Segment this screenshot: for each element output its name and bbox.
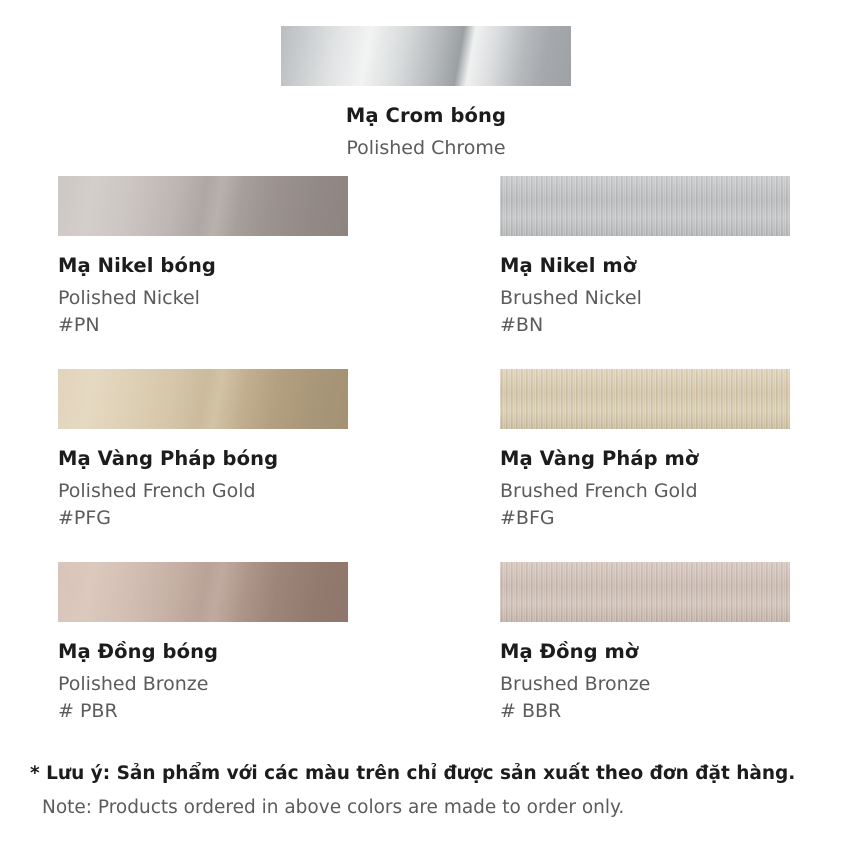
finish-grid	[0, 176, 850, 755]
finish-name-en: Brushed Nickel	[500, 287, 642, 310]
swatch-polished-bronze	[58, 562, 348, 622]
finish-name-en: Brushed Bronze	[500, 673, 651, 696]
finish-item-brushed-bronze	[500, 562, 830, 725]
finish-code: #BFG	[500, 507, 555, 530]
swatch-polished-nickel	[58, 176, 348, 236]
finish-name-vi: Mạ Vàng Pháp mờ	[500, 447, 699, 470]
swatch-polished-chrome	[281, 26, 571, 86]
finish-name-vi: Mạ Crom bóng	[345, 104, 507, 127]
footer-note	[30, 762, 830, 821]
finish-name-en: Brushed French Gold	[500, 480, 698, 503]
swatch-brushed-french-gold	[500, 369, 790, 429]
finish-code: #BN	[500, 314, 544, 337]
finish-row	[0, 369, 850, 562]
finish-name-vi: Mạ Đồng bóng	[58, 640, 219, 663]
finish-row	[0, 176, 850, 369]
finish-name-vi: Mạ Nikel mờ	[500, 254, 637, 277]
finish-name-en: Polished Bronze	[58, 673, 209, 696]
finish-name-vi: Mạ Đồng mờ	[500, 640, 639, 663]
finish-item-brushed-french-gold	[500, 369, 830, 532]
finish-item-polished-chrome	[281, 26, 571, 162]
finish-item-polished-french-gold	[58, 369, 388, 532]
finish-item-brushed-nickel	[500, 176, 830, 339]
swatch-brushed-bronze	[500, 562, 790, 622]
finish-code: #PFG	[58, 507, 112, 530]
finish-item-polished-nickel	[58, 176, 388, 339]
finish-code: # PBR	[58, 700, 118, 723]
finish-name-vi: Mạ Nikel bóng	[58, 254, 216, 277]
footer-note-vi: * Lưu ý: Sản phẩm với các màu trên chỉ được sản xuất theo đơn đặt hàng.	[30, 763, 796, 784]
finish-name-en: Polished Nickel	[58, 287, 200, 310]
footer-note-en: Note: Products ordered in above colors are made to order only.	[42, 796, 625, 818]
swatch-polished-french-gold	[58, 369, 348, 429]
finish-code: # BBR	[500, 700, 562, 723]
finish-name-en: Polished Chrome	[346, 137, 506, 160]
swatch-brushed-nickel	[500, 176, 790, 236]
finish-name-vi: Mạ Vàng Pháp bóng	[58, 447, 279, 470]
finish-name-en: Polished French Gold	[58, 480, 256, 503]
finish-item-polished-bronze	[58, 562, 388, 725]
finish-code: #PN	[58, 314, 100, 337]
finish-row	[0, 562, 850, 755]
